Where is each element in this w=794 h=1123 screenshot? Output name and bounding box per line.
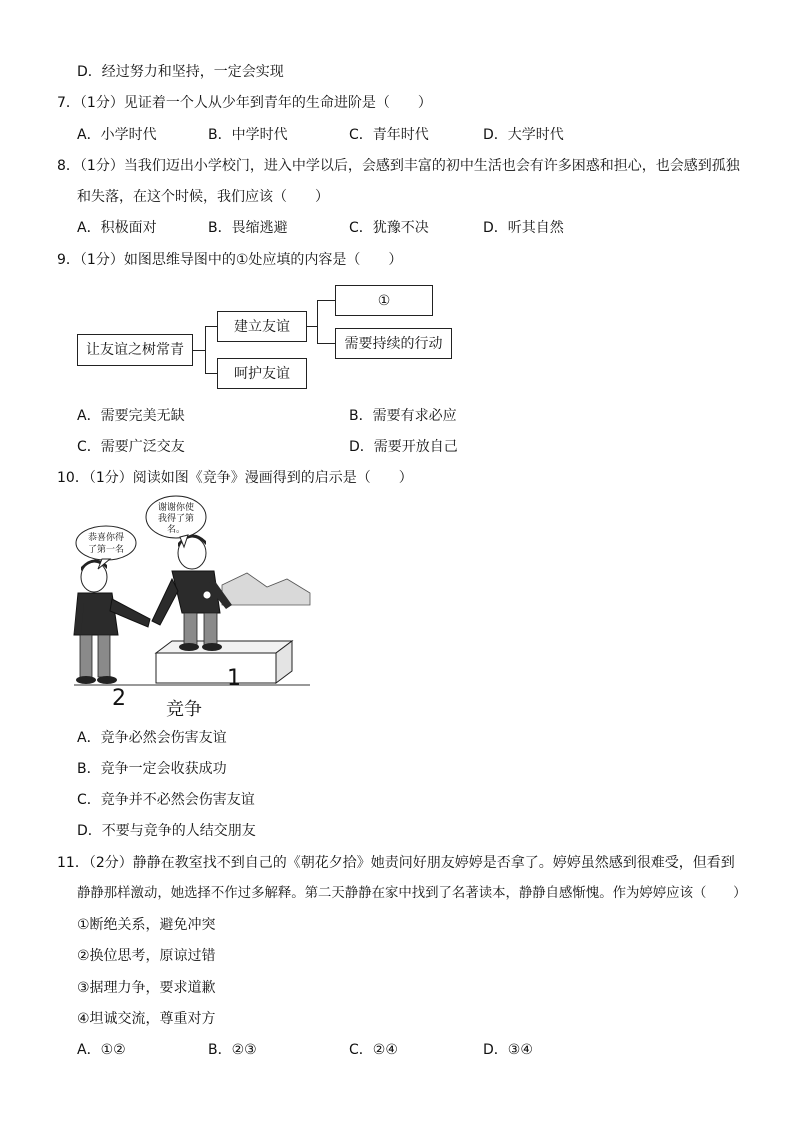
q8-option-d[interactable]: D．听其自然	[483, 220, 564, 236]
bubble-right-line1: 谢谢你使	[157, 503, 195, 513]
q10-option-d[interactable]: D．不要与竞争的人结交朋友	[77, 823, 256, 839]
q11-option-d[interactable]: D．③④	[483, 1042, 533, 1058]
cartoon-caption: 竞争	[166, 699, 202, 720]
q7-option-c[interactable]: C．青年时代	[349, 127, 429, 143]
q11-option-c[interactable]: C．②④	[349, 1042, 398, 1058]
connector	[205, 326, 217, 327]
mindmap-root: 让友谊之树常青	[77, 334, 193, 366]
connector	[307, 326, 317, 327]
prev-option-d: D．经过努力和坚持，一定会实现	[77, 64, 284, 80]
mindmap-leaf-2: 需要持续的行动	[335, 328, 452, 359]
rank-1-label: 1	[227, 666, 241, 691]
q8-option-a[interactable]: A．积极面对	[77, 220, 157, 236]
q11-option-b[interactable]: B．②③	[208, 1042, 257, 1058]
connector	[205, 373, 217, 374]
q9-option-a[interactable]: A．需要完美无缺	[77, 408, 185, 424]
connector	[205, 326, 206, 374]
q11-item-1: ①断绝关系，避免冲突	[77, 917, 216, 933]
mindmap-branch-1: 建立友谊	[217, 311, 307, 342]
mindmap-branch-2: 呵护友谊	[217, 358, 307, 389]
person-first-place	[152, 534, 232, 651]
q7-option-a[interactable]: A．小学时代	[77, 127, 157, 143]
q11-option-a[interactable]: A．①②	[77, 1042, 126, 1058]
q9-stem: 9．（1分）如图思维导图中的①处应填的内容是（ ）	[57, 252, 403, 268]
q11-stem-line2: 静静那样激动，她选择不作过多解释。第二天静静在家中找到了名著读本，静静自感惭愧。作为婷婷应该（ ）	[77, 886, 747, 901]
q11-item-2: ②换位思考，原谅过错	[77, 948, 216, 964]
podium-top	[156, 641, 292, 653]
bubble-left-line2: 了第一名	[87, 545, 125, 555]
bubble-right-line2: 我得了第	[157, 514, 195, 524]
rank-2-label: 2	[112, 686, 126, 711]
q10-option-a[interactable]: A．竞争必然会伤害友谊	[77, 730, 227, 746]
q11-item-3: ③据理力争，要求道歉	[77, 980, 216, 996]
q10-stem: 10．（1分）阅读如图《竞争》漫画得到的启示是（ ）	[57, 470, 413, 486]
q10-option-b[interactable]: B．竞争一定会收获成功	[77, 761, 227, 777]
background-hills	[222, 573, 310, 605]
person-second-place	[74, 559, 150, 684]
q11-item-4: ④坦诚交流，尊重对方	[77, 1011, 216, 1027]
q8-stem-line1: 8．（1分）当我们迈出小学校门，进入中学以后，会感到丰富的初中生活也会有许多困惑和担心，也会感到孤独	[57, 158, 740, 174]
connector	[193, 350, 205, 351]
connector	[317, 343, 335, 344]
q9-option-b[interactable]: B．需要有求必应	[349, 408, 457, 424]
q9-option-d[interactable]: D．需要开放自己	[349, 439, 458, 455]
q11-stem-line1: 11．（2分）静静在教室找不到自己的《朝花夕拾》她责问好朋友婷婷是否拿了。婷婷虽然感到很难受，但看到	[57, 855, 735, 871]
podium-front	[156, 653, 276, 683]
q8-stem-line2: 和失落，在这个时候，我们应该（ ）	[77, 189, 329, 205]
q10-option-c[interactable]: C．竞争并不必然会伤害友谊	[77, 792, 255, 808]
mindmap-leaf-1: ①	[335, 285, 433, 316]
q9-option-c[interactable]: C．需要广泛交友	[77, 439, 185, 455]
cartoon-competition	[72, 495, 312, 720]
connector	[317, 300, 335, 301]
bubble-right-line3: 名。	[166, 525, 186, 535]
q7-option-b[interactable]: B．中学时代	[208, 127, 288, 143]
connector	[317, 300, 318, 344]
q7-option-d[interactable]: D．大学时代	[483, 127, 564, 143]
q7-stem: 7．（1分）见证着一个人从少年到青年的生命进阶是（ ）	[57, 95, 432, 111]
q8-option-b[interactable]: B．畏缩逃避	[208, 220, 288, 236]
q8-option-c[interactable]: C．犹豫不决	[349, 220, 429, 236]
bubble-left-line1: 恭喜你得	[87, 533, 125, 543]
